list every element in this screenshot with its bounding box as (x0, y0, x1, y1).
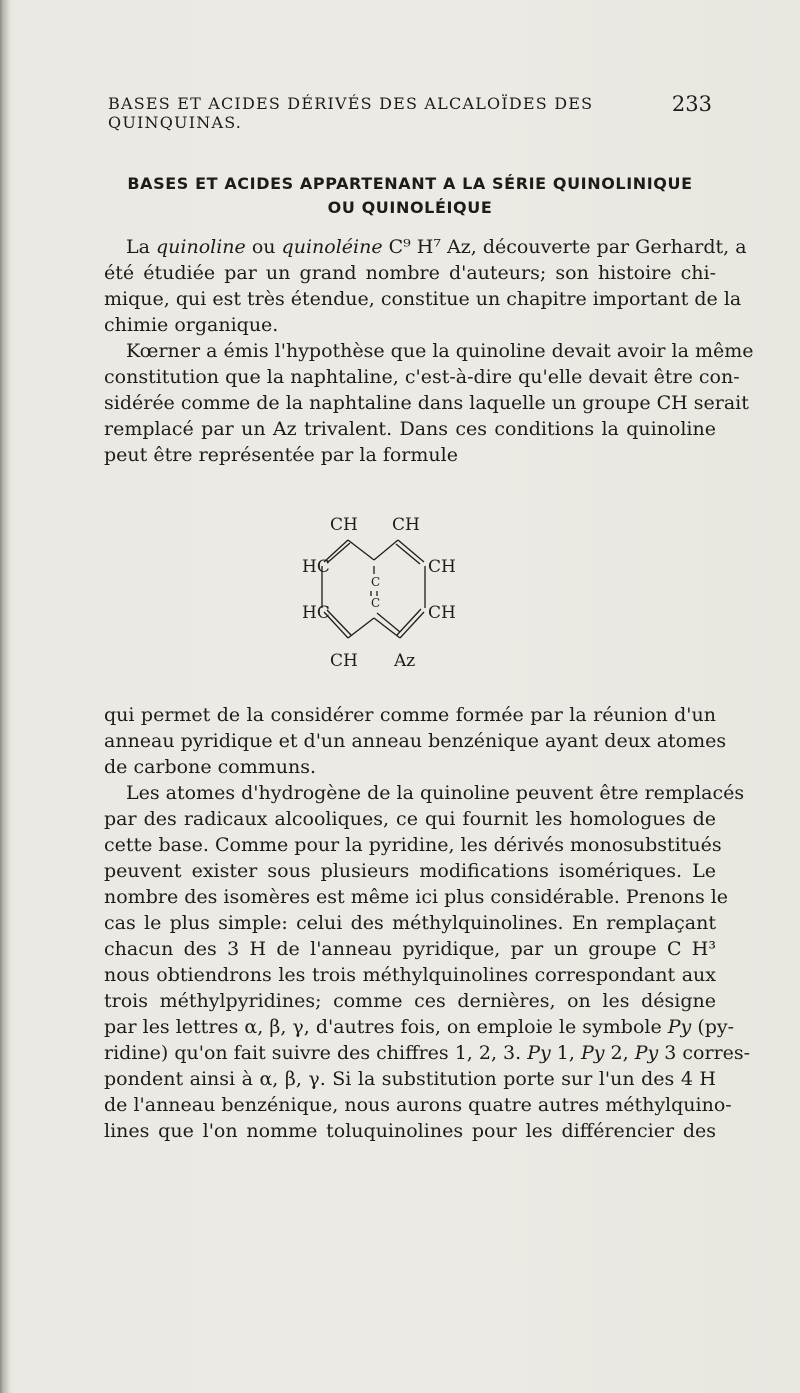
page-binding-edge (0, 0, 10, 1393)
bond-right-ring-bottom-right (400, 612, 424, 638)
bond-left-ring-bottom-right (348, 618, 374, 638)
formula-label-top-left: CH (330, 515, 358, 535)
text-line: chimie organique. (104, 314, 279, 336)
text-line: par des radicaux alcooliques, ce qui fournit les homologues de (104, 808, 716, 830)
section-title (100, 172, 720, 220)
text-line: Les atomes d'hydrogène de la quinoline peuvent être remplacés (126, 782, 745, 804)
text-line: pondent ainsi à α, β, γ. Si la substitution porte sur l'un des 4 H (104, 1068, 716, 1090)
formula-label-right-lower: CH (428, 603, 456, 623)
bond-right-ring-top-right-double (396, 544, 420, 564)
text-line: nombre des isomères est même ici plus considérable. Prenons le (104, 886, 729, 908)
text-line: de carbone communs. (104, 756, 316, 778)
formula-label-top-right: CH (392, 515, 420, 535)
formula-label-left-lower: HC (302, 603, 330, 623)
bond-left-ring-bottom-left (324, 612, 348, 638)
section-title-line-2: OU QUINOLÉIQUE (327, 198, 493, 217)
paragraph-koerner-hypothesis (104, 338, 754, 468)
formula-label-bottom-right: Az (394, 651, 416, 671)
text-line: par les lettres α, β, γ, d'autres fois, on emploie le symbole Py (py- (104, 1016, 735, 1038)
text-line: ridine) qu'on fait suivre des chiffres 1, 2, 3. Py 1, Py 2, Py 3 corres- (104, 1042, 751, 1064)
text-line: sidérée comme de la naphtaline dans laquelle un groupe CH serait (104, 392, 749, 414)
bond-right-ring-bottom-right-double (397, 609, 421, 635)
page-number: 233 (671, 92, 712, 116)
text-line: anneau pyridique et d'un anneau benzénique ayant deux atomes (104, 730, 727, 752)
formula-label-left-upper: HC (302, 557, 330, 577)
text-line: peut être représentée par la formule (104, 444, 458, 466)
text-line: Kœrner a émis l'hypothèse que la quinoline devait avoir la même (126, 340, 754, 362)
text-line: cette base. Comme pour la pyridine, les dérivés monosubstitués (104, 834, 722, 856)
text-line: de l'anneau benzénique, nous aurons quatre autres méthylquino- (104, 1094, 732, 1116)
text-line: remplacé par un Az trivalent. Dans ces conditions la quinoline (104, 418, 716, 440)
section-title-line-1: BASES ET ACIDES APPARTENANT A LA SÉRIE QUINOLINIQUE (127, 174, 693, 193)
text-line: lines que l'on nomme toluquinolines pour les différencier des (104, 1120, 716, 1142)
text-line: mique, qui est très étendue, constitue un chapitre important de la (104, 288, 742, 310)
running-head (108, 92, 712, 132)
formula-label-center-lower: C (371, 596, 381, 610)
text-line: chacun des 3 H de l'anneau pyridique, par un groupe C H³ (104, 938, 716, 960)
formula-label-bottom-left: CH (330, 651, 358, 671)
bond-right-ring-top-left (374, 540, 398, 560)
bond-left-ring-top-right (348, 540, 374, 560)
paragraph-quinoline-intro (104, 234, 747, 338)
paragraph-methylquinolines (104, 780, 751, 1144)
text-line: peuvent exister sous plusieurs modifications isomériques. Le (104, 860, 716, 882)
running-title: BASES ET ACIDES DÉRIVÉS DES ALCALOÏDES DES QUINQUINAS. (108, 94, 594, 132)
text-line: nous obtiendrons les trois méthylquinolines correspondant aux (104, 964, 716, 986)
bond-left-ring-bottom-left-double (327, 610, 351, 635)
text-line: trois méthylpyridines; comme ces dernières, on les désigne (104, 990, 716, 1012)
text-line: cas le plus simple: celui des méthylquinolines. En remplaçant (104, 912, 716, 934)
text-line: La quinoline ou quinoléine C⁹ H⁷ Az, découverte par Gerhardt, a (126, 236, 747, 258)
formula-bonds (322, 540, 425, 638)
formula-label-center-upper: C (371, 575, 381, 589)
quinoline-formula-svg (300, 512, 520, 692)
text-line: constitution que la naphtaline, c'est-à-dire qu'elle devait être con- (104, 366, 740, 388)
bond-left-ring-top-left-double (327, 543, 350, 563)
text-line: été étudiée par un grand nombre d'auteurs; son histoire chi- (104, 262, 716, 284)
bond-right-ring-top-right (398, 540, 424, 562)
formula-label-right-upper: CH (428, 557, 456, 577)
paragraph-ring-description (104, 702, 727, 780)
bond-left-ring-top-left (324, 540, 348, 562)
quinoline-structural-formula (300, 512, 520, 692)
text-line: qui permet de la considérer comme formée par la réunion d'un (104, 704, 716, 726)
